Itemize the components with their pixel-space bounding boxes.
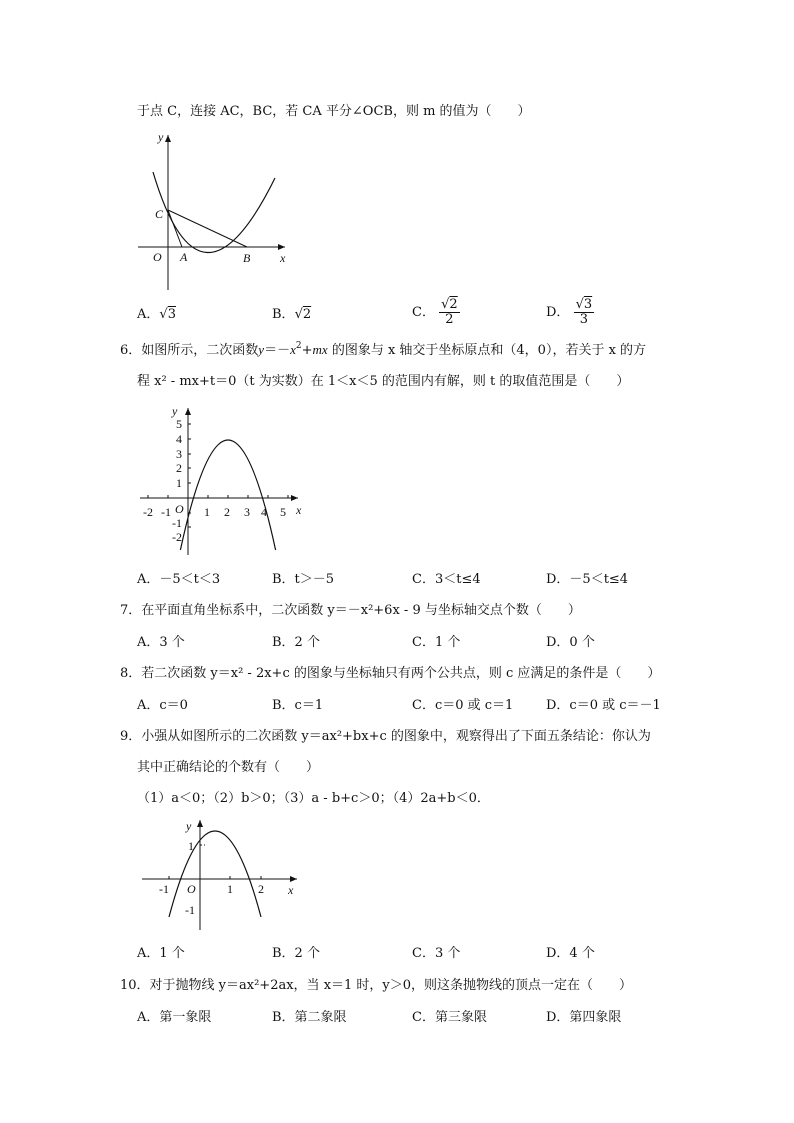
q7-stem: 7．在平面直角坐标系中，二次函数 y＝－x²+6x - 9 与坐标轴交点个数（ ） [120,603,581,618]
q9-xtick-neg1: -1 [159,882,169,896]
q9-ytick-neg1: -1 [185,903,195,917]
q9-xtick-2: 2 [258,882,264,896]
q9-option-d[interactable]: D．4 个 [546,946,595,961]
q10-option-a[interactable]: A．第一象限 [137,1010,212,1025]
q10-option-b[interactable]: B．第二象限 [272,1010,347,1025]
q9-option-c[interactable]: C．3 个 [412,946,461,961]
q7-option-d[interactable]: D．0 个 [546,635,595,650]
q5-option-c[interactable]: C． $\frac{√2}{2}$ [412,297,458,327]
q5-option-d[interactable]: D． $\frac{√3}{3}$ [546,297,593,327]
q7-option-b[interactable]: B．2 个 [272,635,320,650]
q6-ytick-3: 3 [176,447,182,461]
q6-ytick-neg1: -1 [172,516,182,530]
q10-stem: 10．对于抛物线 y＝ax²+2ax，当 x＝1 时，y＞0，则这条抛物线的顶点一定在（ ） [120,978,633,993]
q6-option-d[interactable]: D．－5＜t≤4 [546,572,629,587]
q8-option-c[interactable]: C．c＝0 或 c＝1 [412,698,514,713]
q6-xtick-neg2: -2 [143,505,153,519]
q6-xtick-4: 4 [261,505,267,519]
q5-stem-tail: 于点 C，连接 AC，BC，若 CA 平分∠OCB，则 m 的值为（ ） [137,104,531,119]
q6-ytick-neg2: -2 [172,530,182,544]
q5-option-c-fraction: $\frac{√2}{2}$ [441,297,458,327]
q6-option-c[interactable]: C．3＜t≤4 [412,572,481,587]
q8-option-d[interactable]: D．c＝0 或 c＝－1 [546,698,661,713]
q6-xtick-5: 5 [280,505,286,519]
q9-stem-line2: 其中正确结论的个数有（ ） [137,760,320,775]
q10-option-c[interactable]: C．第三象限 [412,1010,487,1025]
q9-fig-O: O [187,882,196,896]
q6-stem-line2: 程 x² - mx+t＝0（t 为实数）在 1＜x＜5 的范围内有解，则 t 的取值范围是（ ） [137,374,630,389]
q6-fig-O: O [175,502,184,516]
q6-xtick-1: 1 [204,505,210,519]
q10-option-d[interactable]: D．第四象限 [546,1010,622,1025]
q6-ytick-5: 5 [176,417,182,431]
q5-option-d-fraction: $\frac{√3}{3}$ [575,297,593,327]
q9-conclusions: （1）a＜0；（2）b＞0；（3）a - b+c＞0；（4）2a+b＜0． [137,791,490,806]
q8-option-b[interactable]: B．c＝1 [272,698,324,713]
q8-option-a[interactable]: A．c＝0 [137,698,188,713]
q5-option-b[interactable]: B．√2 [272,307,312,322]
q9-fig-y: y [186,819,192,833]
q5-option-a[interactable]: A．√3 [137,307,176,322]
q6-ytick-4: 4 [176,432,182,446]
q9-ytick-1: 1 [188,839,194,853]
q6-fig-y: y [172,404,178,418]
q5-fig-A: A [180,250,188,264]
q9-xtick-1: 1 [227,882,233,896]
q9-stem-line1: 9．小强从如图所示的二次函数 y＝ax²+bx+c 的图象中，观察得出了下面五条结论：你认为 [120,729,651,744]
q6-xtick-neg1: -1 [161,505,171,519]
q7-option-c[interactable]: C．1 个 [412,635,461,650]
q9-option-a[interactable]: A．1 个 [137,946,185,961]
q5-fig-B: B [243,251,251,265]
q6-option-b[interactable]: B．t＞－5 [272,572,335,587]
q6-ytick-2: 2 [176,461,182,475]
q5-fig-O: O [153,250,162,264]
q5-fig-C: C [155,207,164,221]
q9-option-b[interactable]: B．2 个 [272,946,320,961]
q6-xtick-2: 2 [224,505,230,519]
q5-fig-y: y [158,130,164,144]
q6-option-a[interactable]: A．－5＜t＜3 [137,572,221,587]
q6-ytick-1: 1 [176,476,182,490]
q9-fig-x: x [288,883,294,897]
q5-fig-x: x [280,251,286,265]
q6-stem-line1: 6．如图所示，二次函数$y=-x^2+mx$ 的图象与 x 轴交于坐标原点和（4，0），若关于 x 的方 [120,341,647,358]
q6-fig-x: x [296,503,302,517]
q7-option-a[interactable]: A．3 个 [137,635,185,650]
q6-xtick-3: 3 [244,505,250,519]
q8-stem: 8．若二次函数 y＝x² - 2x+c 的图象与坐标轴只有两个公共点，则 c 应满足的条件是（ ） [120,666,661,681]
